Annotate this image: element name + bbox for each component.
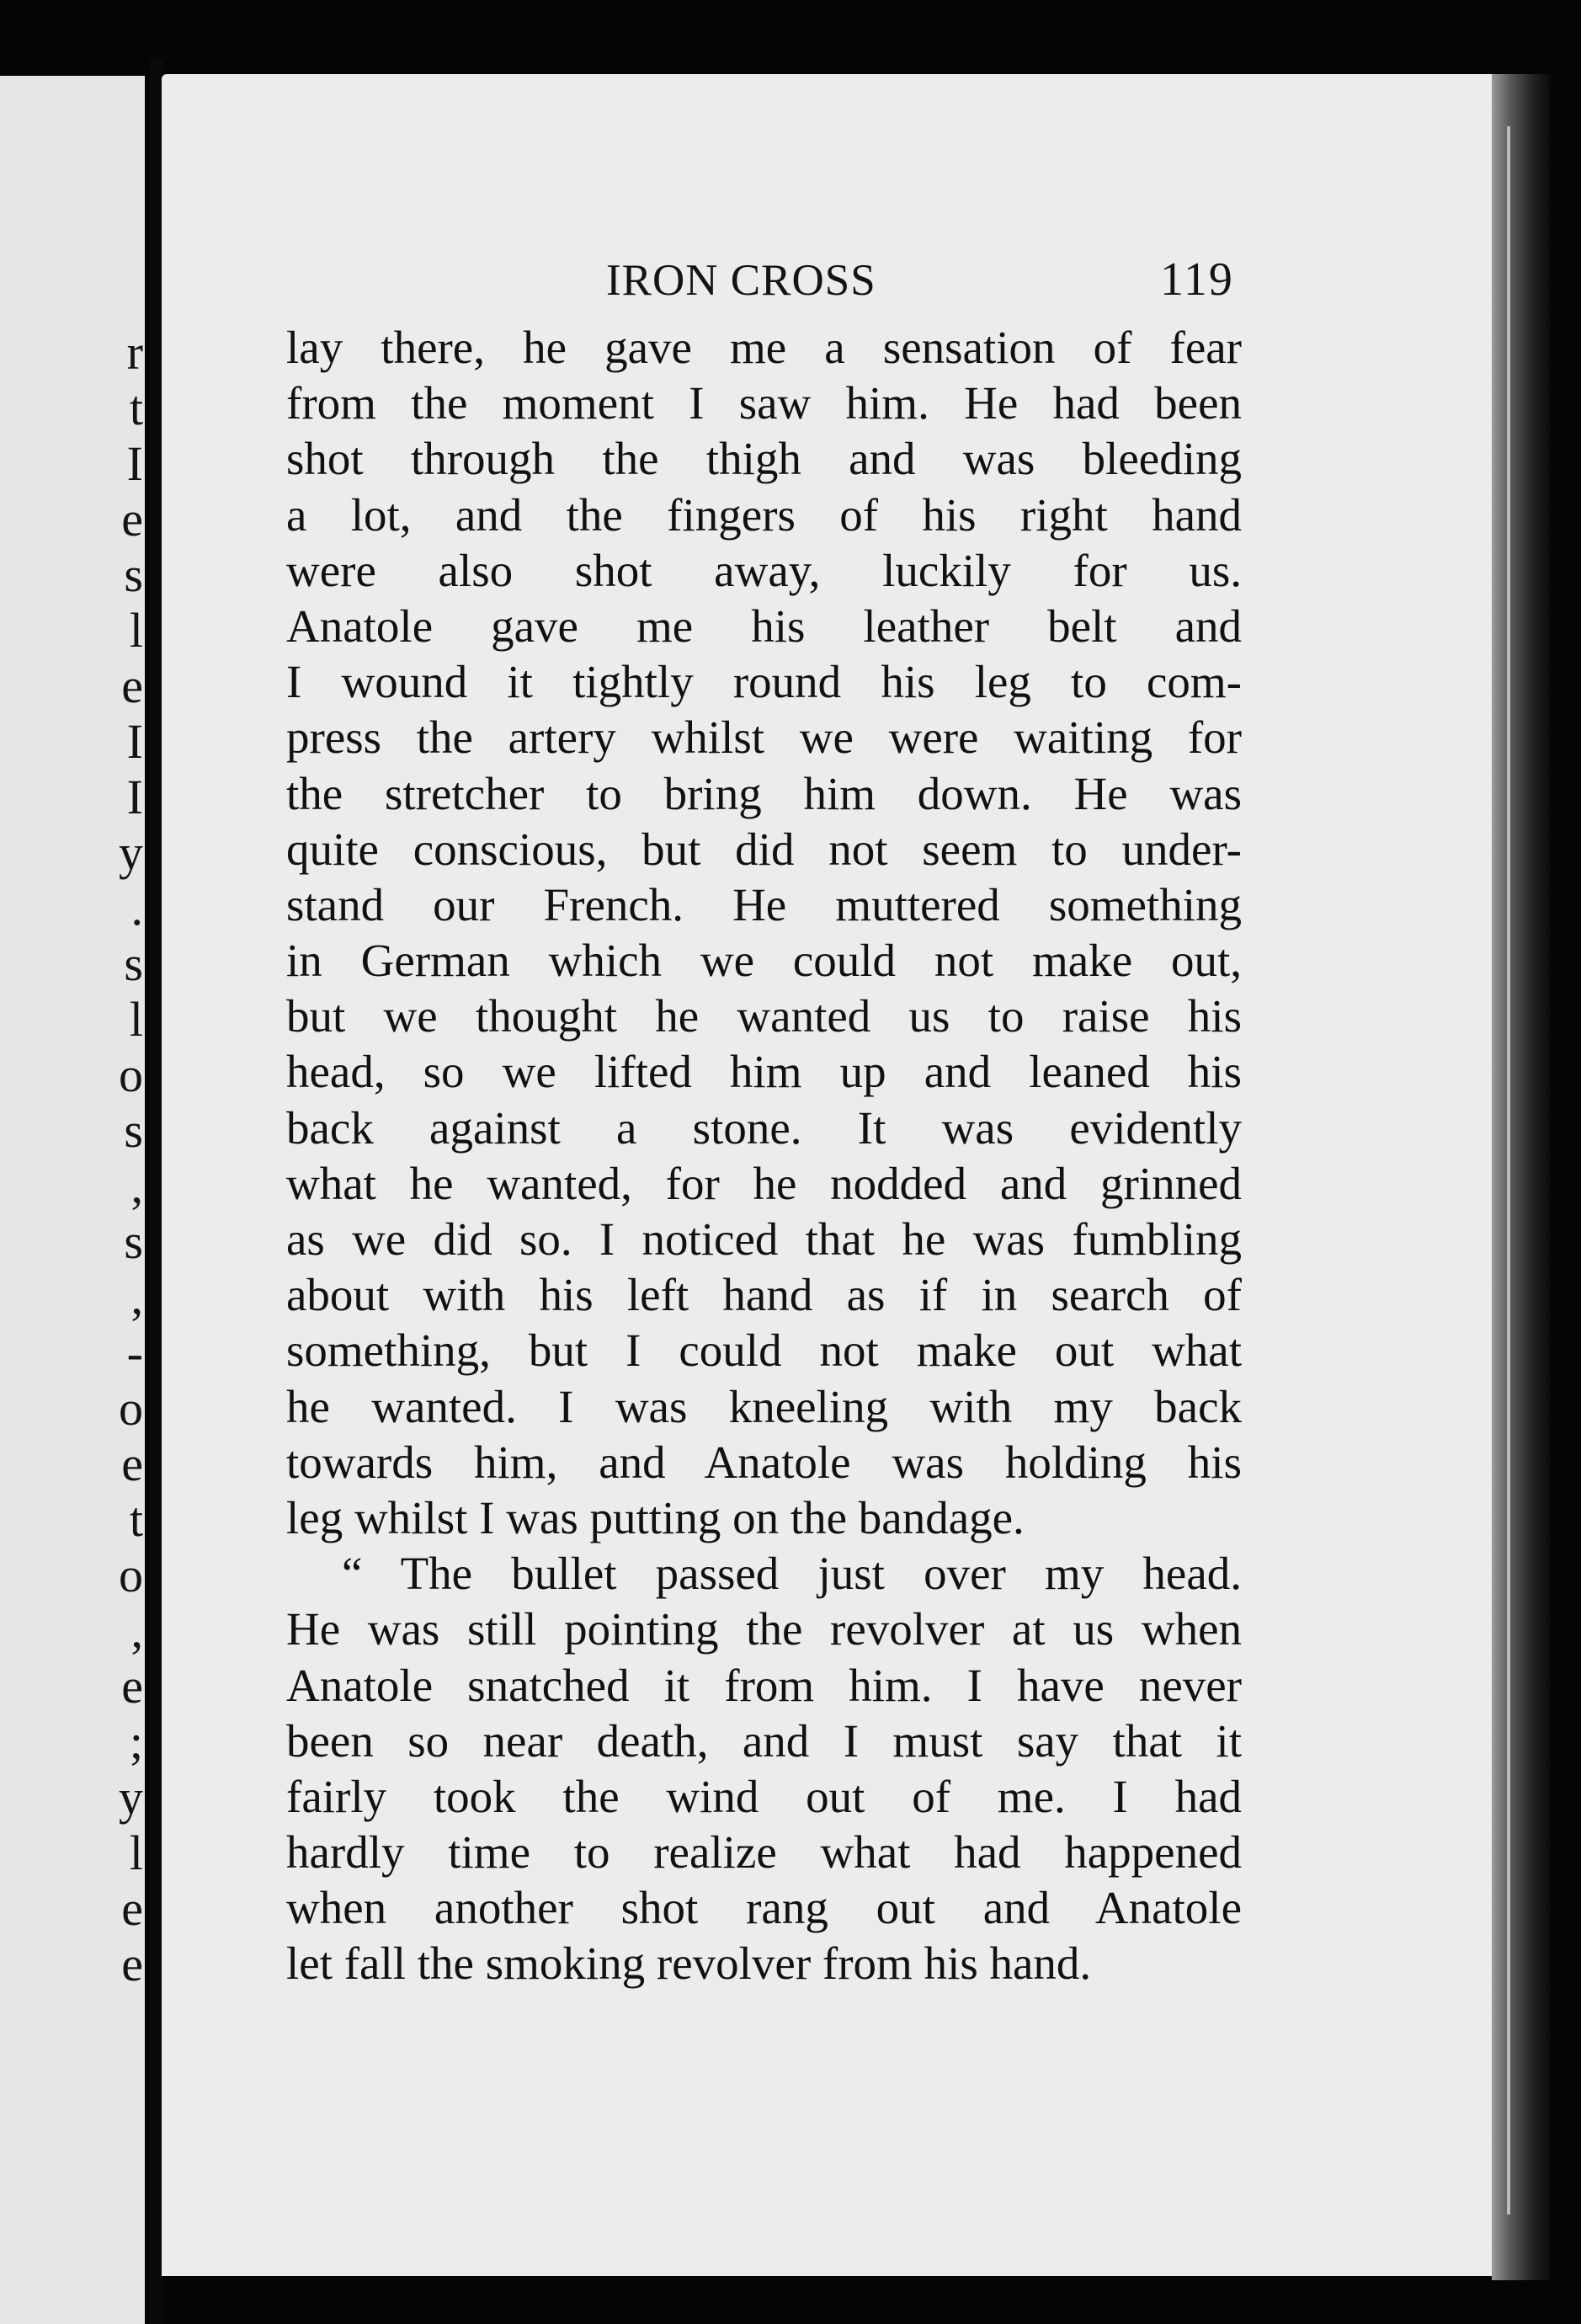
body-text (286, 320, 1242, 1992)
facing-page-cut-text (111, 76, 145, 2324)
facing-page-char: s (124, 547, 143, 602)
text-line: fairly took the wind out of me. I had (286, 1770, 1242, 1822)
text-line: He was still pointing the revolver at us when (286, 1603, 1242, 1655)
text-line: shot through the thigh and was bleeding (286, 433, 1242, 485)
facing-page-char: e (121, 1659, 143, 1714)
facing-page-char: e (121, 1937, 143, 1991)
facing-page-char: , (130, 1159, 143, 1213)
facing-page-char: s (124, 936, 143, 991)
facing-page-char: I (126, 436, 143, 491)
facing-page-char: l (129, 603, 143, 658)
text-line: as we did so. I noticed that he was fumbling (286, 1213, 1242, 1265)
text-line: the stretcher to bring him down. He was (286, 767, 1242, 819)
facing-page-char: s (124, 1214, 143, 1269)
text-line: quite conscious, but did not seem to under- (286, 823, 1242, 875)
facing-page-char: r (126, 325, 143, 380)
running-head: IRON CROSS (606, 256, 876, 305)
facing-page-char: l (129, 1826, 143, 1880)
facing-page-char: t (129, 1492, 143, 1547)
text-line: press the artery whilst we were waiting for (286, 712, 1242, 764)
facing-page-char: y (119, 1770, 143, 1825)
text-line: were also shot away, luckily for us. (286, 544, 1242, 596)
page-number: 119 (1160, 253, 1234, 306)
text-line: been so near death, and I must say that it (286, 1714, 1242, 1767)
text-line: from the moment I saw him. He had been (286, 377, 1242, 429)
facing-page-char: y (119, 825, 143, 880)
text-line: let fall the smoking revolver from his hand. (286, 1938, 1092, 1990)
page-stack-highlight (1507, 126, 1510, 2215)
facing-page-char: - (126, 1325, 143, 1380)
facing-page-char: e (121, 492, 143, 546)
facing-page-char: t (129, 381, 143, 435)
text-line: but we thought he wanted us to raise his (286, 990, 1242, 1042)
text-line: he wanted. I was kneeling with my back (286, 1380, 1242, 1432)
text-line: “ The bullet passed just over my head. (342, 1548, 1242, 1600)
facing-page-char: s (124, 1103, 143, 1158)
facing-page-char: o (119, 1548, 143, 1602)
facing-page-char: o (119, 1047, 143, 1102)
facing-page-char: l (129, 992, 143, 1047)
facing-page-char: , (130, 1270, 143, 1325)
facing-page-char: . (130, 881, 143, 935)
facing-page-char: e (121, 658, 143, 713)
text-line: what he wanted, for he nodded and grinned (286, 1157, 1242, 1209)
text-line: lay there, he gave me a sensation of fear (286, 322, 1242, 373)
facing-page-edge (0, 76, 145, 2324)
facing-page-char: I (126, 770, 143, 824)
facing-page-char: , (130, 1603, 143, 1658)
text-line: leg whilst I was putting on the bandage. (286, 1491, 1025, 1543)
text-line: back against a stone. It was evidently (286, 1101, 1242, 1154)
text-line: about with his left hand as if in search of (286, 1269, 1242, 1321)
text-line: I wound it tightly round his leg to com- (286, 656, 1242, 708)
text-line: hardly time to realize what had happened (286, 1826, 1242, 1879)
facing-page-char: e (121, 1881, 143, 1936)
text-line: a lot, and the fingers of his right hand (286, 488, 1242, 541)
facing-page-char: I (126, 714, 143, 769)
facing-page-char: o (119, 1381, 143, 1436)
page-stack-edge (1492, 74, 1551, 2280)
text-line: Anatole gave me his leather belt and (286, 600, 1242, 652)
text-line: stand our French. He muttered something (286, 878, 1242, 930)
text-line: in German which we could not make out, (286, 935, 1242, 987)
text-line: towards him, and Anatole was holding his (286, 1436, 1242, 1488)
facing-page-char: e (121, 1437, 143, 1491)
text-line: Anatole snatched it from him. I have never (286, 1659, 1242, 1711)
text-line: when another shot rang out and Anatole (286, 1882, 1242, 1934)
text-line: something, but I could not make out what (286, 1325, 1242, 1377)
text-line: head, so we lifted him up and leaned his (286, 1046, 1242, 1098)
facing-page-char: ; (129, 1714, 143, 1769)
